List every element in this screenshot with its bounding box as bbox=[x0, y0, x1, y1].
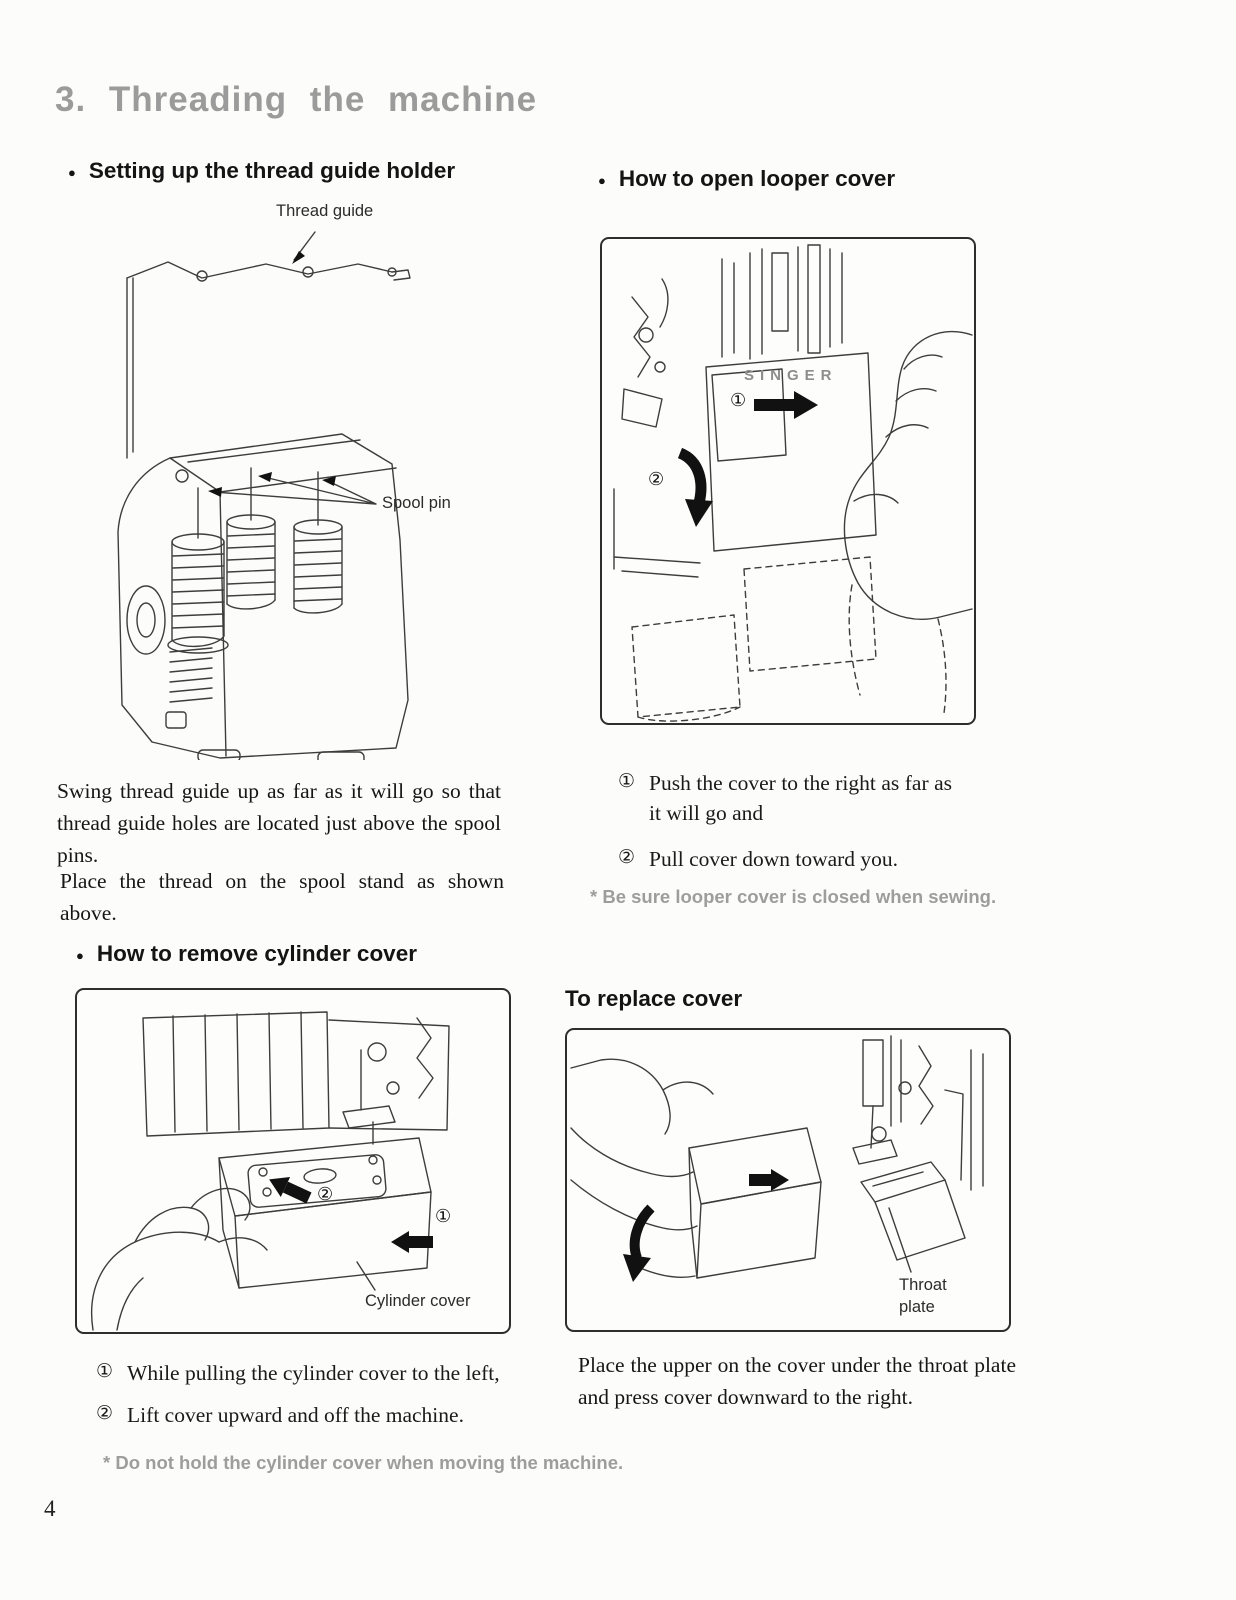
looper-steps bbox=[618, 768, 952, 874]
step-text: Pull cover down toward you. bbox=[649, 847, 899, 872]
looper-note: * Be sure looper cover is closed when sewing. bbox=[590, 886, 997, 907]
bullet-icon: ● bbox=[598, 172, 606, 188]
figure-step-2-marker: ② bbox=[648, 469, 665, 490]
hand-drawing bbox=[571, 1059, 713, 1277]
replace-cover-figure bbox=[565, 1028, 1011, 1332]
thread-guide-figure bbox=[70, 200, 470, 760]
step-text: Lift cover upward and off the machine. bbox=[127, 1403, 464, 1428]
spool-pin-label: Spool pin bbox=[382, 494, 451, 512]
opened-cover-dashed bbox=[632, 557, 876, 721]
figure-step-1-marker: ① bbox=[730, 390, 747, 411]
hand-drawing bbox=[92, 1189, 267, 1330]
looper-step-1 bbox=[618, 768, 952, 828]
cylinder-cover-figure bbox=[75, 988, 511, 1334]
spools bbox=[168, 468, 342, 653]
step-text: Push the cover to the right as far as it will go and bbox=[649, 771, 952, 826]
cylinder-step-2 bbox=[96, 1400, 516, 1430]
sewing-machine-illustration bbox=[70, 200, 470, 760]
section-heading-thread-guide bbox=[68, 158, 455, 184]
section-heading-cylinder bbox=[76, 941, 417, 967]
step-text: While pulling the cylinder cover to the left, bbox=[127, 1361, 500, 1385]
looper-cover-figure bbox=[600, 237, 976, 725]
throat-plate-pointer bbox=[889, 1208, 911, 1272]
throat-plate-drawing bbox=[861, 1162, 965, 1260]
section-heading-thread-guide-label: Setting up the thread guide holder bbox=[88, 158, 456, 183]
arrow-right-icon bbox=[754, 391, 818, 419]
bullet-icon: ● bbox=[76, 947, 84, 963]
section-heading-looper bbox=[598, 166, 895, 192]
step-number: ② bbox=[96, 1402, 114, 1425]
cylinder-cover-pointer bbox=[357, 1262, 375, 1290]
machine-upper-detail bbox=[143, 1012, 449, 1144]
machine-body bbox=[118, 434, 408, 760]
singer-logo: SINGER bbox=[744, 367, 838, 384]
replace-paragraph: Place the upper on the cover under the throat plate and press cover downward to the right. bbox=[578, 1353, 1016, 1409]
hand-drawing bbox=[844, 332, 972, 713]
machine-detail bbox=[853, 1036, 983, 1190]
section-heading-cylinder-label: How to remove cylinder cover bbox=[96, 941, 417, 966]
page-number: 4 bbox=[44, 1496, 56, 1521]
step-number: ② bbox=[618, 846, 636, 869]
thread-guide-paragraph-1: Swing thread guide up as far as it will go so that thread guide holes are located just above the spool pins. bbox=[57, 779, 501, 867]
arrow-up-left-icon bbox=[264, 1169, 313, 1208]
cylinder-note: * Do not hold the cylinder cover when moving the machine. bbox=[103, 1452, 624, 1473]
looper-step-2 bbox=[618, 844, 952, 874]
arrow-left-icon bbox=[391, 1231, 433, 1253]
page-title: 3. Threading the machine bbox=[55, 80, 538, 119]
thread-guide-pointer bbox=[292, 232, 315, 264]
step-number: ① bbox=[618, 770, 636, 792]
throat-plate-label-line2: plate bbox=[899, 1298, 935, 1316]
cover-drawing bbox=[689, 1128, 821, 1278]
section-heading-replace: To replace cover bbox=[565, 986, 743, 1011]
cylinder-cover-drawing bbox=[219, 1138, 431, 1288]
cylinder-cover-label: Cylinder cover bbox=[365, 1292, 471, 1310]
step-number: ① bbox=[96, 1360, 114, 1382]
arrow-down-icon bbox=[680, 453, 713, 527]
cylinder-step-1 bbox=[96, 1358, 516, 1388]
thread-guide-paragraph-2: Place the thread on the spool stand as shown above. bbox=[60, 869, 504, 925]
cylinder-cover-illustration bbox=[77, 990, 509, 1332]
thread-guide-assembly bbox=[127, 262, 410, 458]
throat-plate-label-line1: Throat bbox=[899, 1276, 947, 1294]
bullet-icon: ● bbox=[68, 164, 76, 180]
spool-pin-pointers bbox=[208, 472, 376, 504]
figure-step-1-marker: ① bbox=[435, 1206, 452, 1227]
section-heading-looper-label: How to open looper cover bbox=[618, 166, 896, 191]
arrow-right-icon bbox=[749, 1169, 789, 1191]
figure-step-2-marker: ② bbox=[317, 1184, 334, 1205]
thread-guide-label: Thread guide bbox=[276, 202, 374, 220]
cylinder-steps bbox=[96, 1358, 516, 1430]
